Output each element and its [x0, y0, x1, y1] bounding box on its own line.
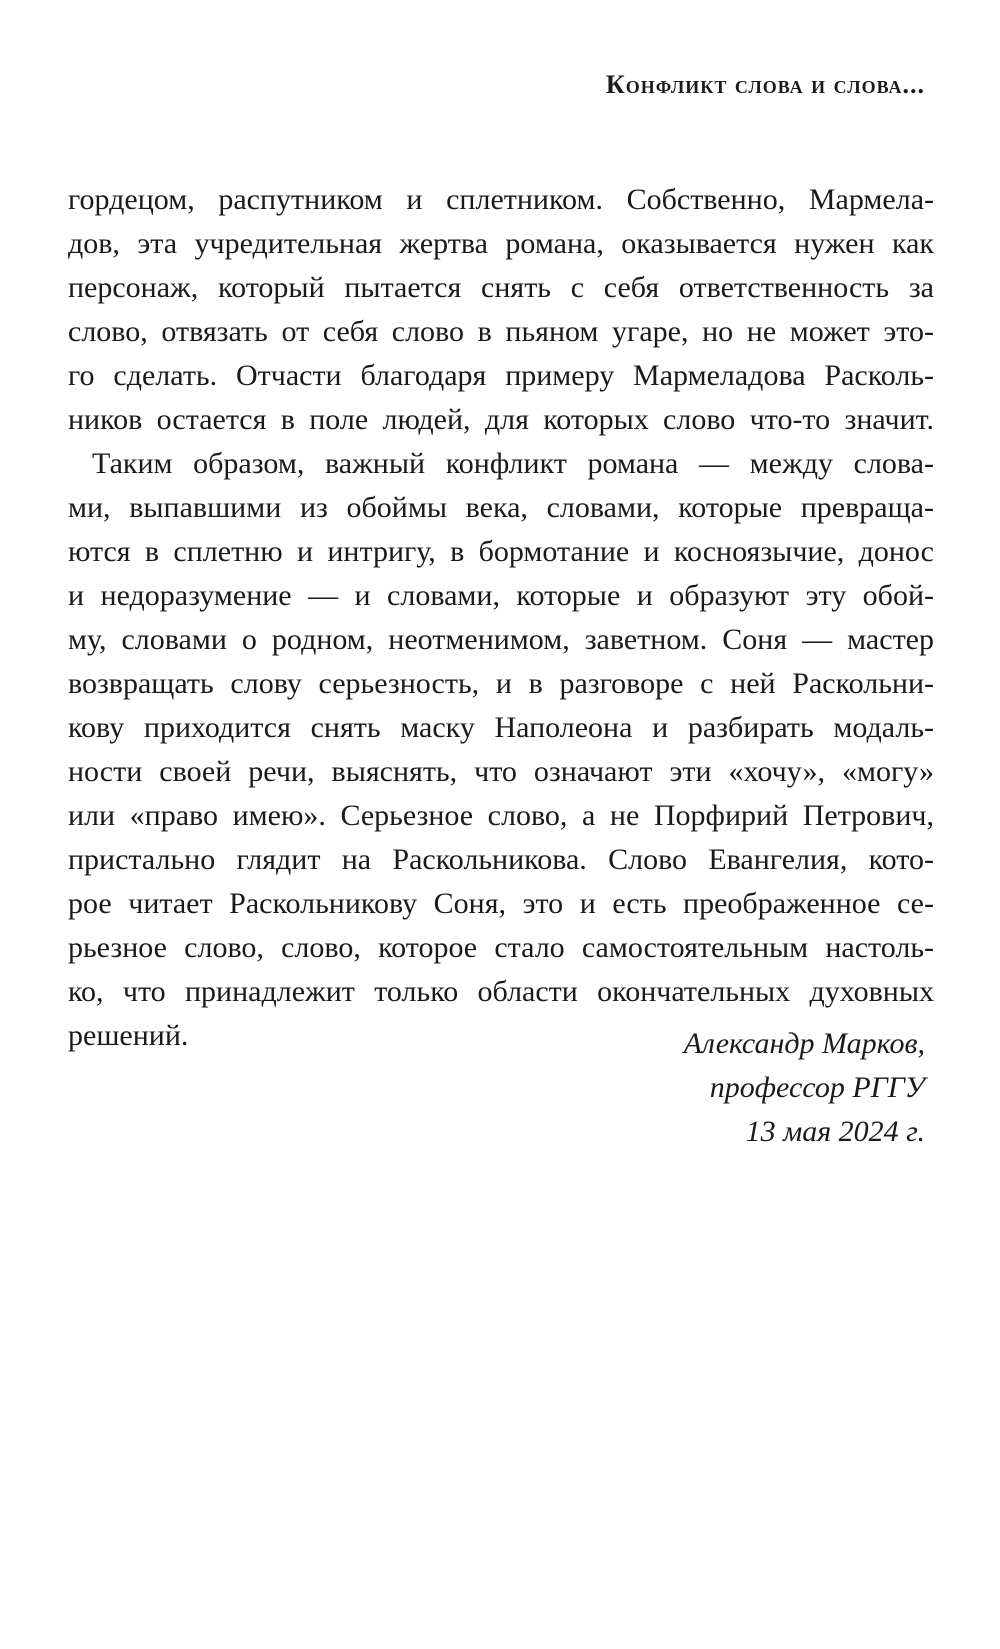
text-line: дов, эта учредительная жертва романа, оказывается нужен как: [68, 227, 934, 260]
text-line: персонаж, который пытается снять с себя ответственность за: [68, 271, 934, 304]
text-line: ются в сплетню и интригу, в бормотание и косноязычие, донос: [68, 535, 934, 568]
text-line: ми, выпавшими из обоймы века, словами, которые превраща-: [68, 491, 934, 524]
text-line: пристально глядит на Раскольникова. Слово Евангелия, кото-: [68, 843, 934, 876]
text-line: го сделать. Отчасти благодаря примеру Мармеладова Расколь-: [68, 359, 934, 392]
text-line: слово, отвязать от себя слово в пьяном угаре, но не может это-: [68, 315, 934, 348]
signature-block: [684, 1022, 925, 1154]
text-line: и недоразумение — и словами, которые и образуют эту обой-: [68, 579, 934, 612]
text-line: возвращать слову серьезность, и в разговоре с ней Раскольни-: [68, 667, 934, 700]
text-line: рьезное слово, слово, которое стало самостоятельным настоль-: [68, 931, 934, 964]
text-line: кову приходится снять маску Наполеона и разбирать модаль-: [68, 711, 934, 744]
text-line: му, словами о родном, неотменимом, заветном. Соня — мастер: [68, 623, 934, 656]
text-line: ников остается в поле людей, для которых слово что-то значит.: [68, 403, 934, 436]
text-line: ко, что принадлежит только области окончательных духовных: [68, 975, 934, 1008]
body-text: [68, 178, 934, 1058]
text-line: ности своей речи, выяснять, что означают эти «хочу», «могу»: [68, 755, 934, 788]
signature-position: профессор РГГУ: [709, 1071, 925, 1104]
signature-date: 13 мая 2024 г.: [745, 1115, 925, 1148]
running-header: Конфликт слова и слова...: [605, 70, 925, 99]
text-line: рое читает Раскольникову Соня, это и есть преображенное се-: [68, 887, 934, 920]
paragraph-start-line: Таким образом, важный конфликт романа — между слова-: [92, 447, 934, 480]
text-line: гордецом, распутником и сплетником. Собственно, Мармела-: [68, 183, 934, 216]
paragraph-end-line: решений.: [68, 1019, 189, 1052]
text-line: или «право имею». Серьезное слово, а не Порфирий Петрович,: [68, 799, 934, 832]
signature-author: Александр Марков,: [683, 1027, 925, 1060]
